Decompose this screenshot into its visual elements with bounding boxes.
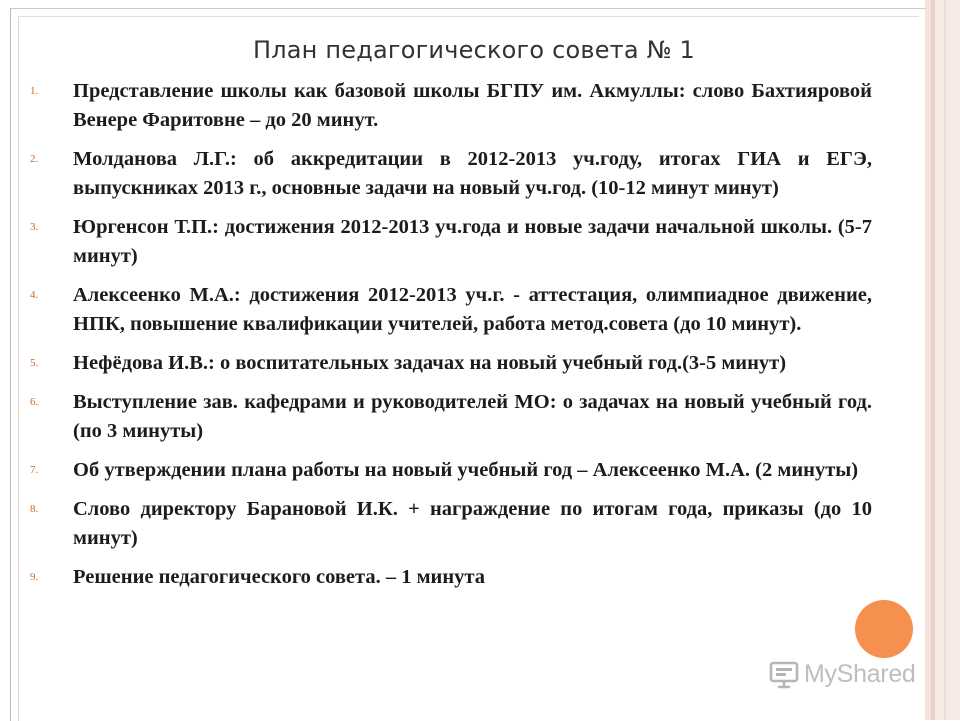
item-text: Выступление зав. кафедрами и руководителей МО: о задачах на новый учебный год. (по 3 минуты) [73, 391, 872, 442]
watermark [768, 656, 916, 692]
item-number: 7. [30, 464, 39, 476]
list-item [30, 77, 872, 135]
item-number: 6. [30, 396, 39, 408]
item-number: 5. [30, 357, 39, 369]
item-number: 8. [30, 503, 39, 515]
agenda-list [30, 77, 872, 602]
decorative-stripe [935, 0, 960, 720]
list-item [30, 281, 872, 339]
item-number: 4. [30, 289, 39, 301]
list-item [30, 349, 872, 378]
list-item [30, 145, 872, 203]
list-item [30, 563, 872, 592]
item-text: Представление школы как базовой школы БГПУ им. Акмуллы: слово Бахтияровой Венере Фаритовне – до 20 минут. [73, 80, 872, 131]
decorative-stripe [944, 0, 946, 720]
list-item [30, 456, 872, 485]
list-item [30, 388, 872, 446]
item-text: Алексеенко М.А.: достижения 2012-2013 уч.г. - аттестация, олимпиадное движение, НПК, повышение квалификации учителей, работа метод.совета (до 10 минут). [73, 284, 872, 335]
slide-title: План педагогического совета № 1 [252, 36, 696, 64]
item-text: Молданова Л.Г.: об аккредитации в 2012-2013 уч.году, итогах ГИА и ЕГЭ, выпускниках 2013 г., основные задачи на новый уч.год. (10-12 минут минут) [73, 148, 872, 199]
list-item [30, 495, 872, 553]
item-number: 9. [30, 571, 39, 583]
list-item [30, 213, 872, 271]
watermark-text: MyShared [804, 659, 916, 688]
item-text: Слово директору Барановой И.К. + награждение по итогам года, приказы (до 10 минут) [73, 498, 872, 549]
item-text: Об утверждении плана работы на новый учебный год – Алексеенко М.А. (2 минуты) [73, 459, 859, 481]
item-number: 2. [30, 153, 39, 165]
item-number: 3. [30, 221, 39, 233]
presentation-board-icon [768, 658, 800, 690]
decorative-orange-circle [855, 600, 913, 658]
item-text: Решение педагогического совета. – 1 минута [73, 566, 485, 588]
item-text: Юргенсон Т.П.: достижения 2012-2013 уч.года и новые задачи начальной школы. (5-7 минут) [73, 216, 872, 267]
item-number: 1. [30, 85, 39, 97]
item-text: Нефёдова И.В.: о воспитательных задачах на новый учебный год.(3-5 минут) [73, 352, 787, 374]
